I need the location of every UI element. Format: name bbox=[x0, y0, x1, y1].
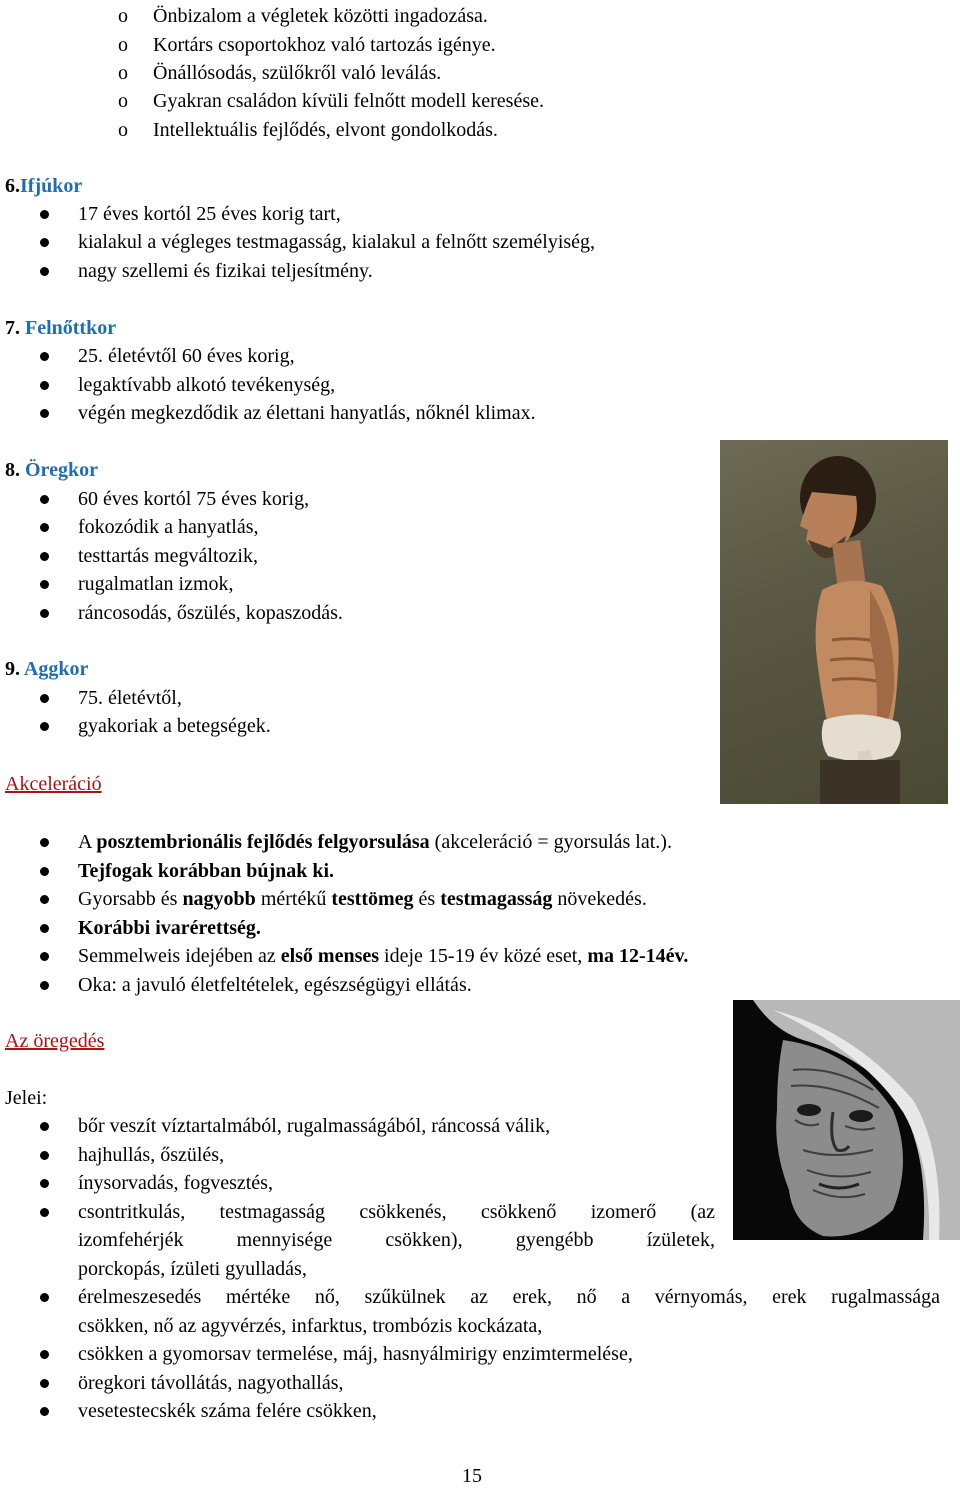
bullet-icon bbox=[40, 552, 49, 561]
aging-item: bőr veszít víztartalmából, rugalmasságából, ráncossá válik, bbox=[78, 1115, 551, 1137]
bullet-icon bbox=[40, 1122, 49, 1131]
bullet-icon bbox=[40, 210, 49, 219]
bullet-icon bbox=[40, 580, 49, 589]
bullet-icon bbox=[40, 523, 49, 532]
old-man-figure bbox=[720, 440, 948, 804]
list-item: kialakul a végleges testmagasság, kialakul a felnőtt személyiség, bbox=[78, 231, 596, 253]
aging-item: vesetestecskék száma felére csökken, bbox=[78, 1400, 377, 1422]
section-heading-oregkor: 8. Öregkor bbox=[5, 459, 98, 481]
list-marker: o bbox=[118, 119, 128, 141]
bullet-icon bbox=[40, 924, 49, 933]
aging-item: öregkori távollátás, nagyothallás, bbox=[78, 1372, 344, 1394]
aging-item-line: izomfehérjék mennyisége csökken), gyengébb ízületek, bbox=[78, 1229, 715, 1251]
accel-item: Semmelweis idejében az első menses ideje 15-19 év közé eset, ma 12-14év. bbox=[78, 945, 689, 967]
heading-akceleracio: Akceleráció bbox=[5, 773, 102, 795]
bullet-icon bbox=[40, 694, 49, 703]
page-number: 15 bbox=[462, 1465, 482, 1487]
bullet-icon bbox=[40, 838, 49, 847]
bullet-icon bbox=[40, 1407, 49, 1416]
intro-item: Önállósodás, szülőkről való leválás. bbox=[153, 62, 442, 84]
bullet-icon bbox=[40, 1350, 49, 1359]
bullet-icon bbox=[40, 895, 49, 904]
accel-item: Oka: a javuló életfeltételek, egészségügyi ellátás. bbox=[78, 974, 472, 996]
bullet-icon bbox=[40, 267, 49, 276]
list-item: 75. életévtől, bbox=[78, 687, 182, 709]
list-item: nagy szellemi és fizikai teljesítmény. bbox=[78, 260, 373, 282]
bullet-icon bbox=[40, 1293, 49, 1302]
section-heading-aggkor: 9. Aggkor bbox=[5, 658, 89, 680]
list-item: rugalmatlan izmok, bbox=[78, 573, 234, 595]
list-marker: o bbox=[118, 90, 128, 112]
bullet-icon bbox=[40, 981, 49, 990]
bullet-icon bbox=[40, 238, 49, 247]
list-item: végén megkezdődik az élettani hanyatlás, nőknél klimax. bbox=[78, 402, 536, 424]
aging-item-line: csökken, nő az agyvérzés, infarktus, trombózis kockázata, bbox=[78, 1315, 543, 1337]
accel-item: Korábbi ivarérettség. bbox=[78, 917, 261, 939]
aging-item: hajhullás, őszülés, bbox=[78, 1144, 225, 1166]
old-woman-face bbox=[733, 1000, 960, 1240]
list-marker: o bbox=[118, 62, 128, 84]
bullet-icon bbox=[40, 352, 49, 361]
aging-item-line: csontritkulás, testmagasság csökkenés, csökkenő izomerő (az bbox=[78, 1201, 715, 1223]
heading-az-oregedes: Az öregedés bbox=[5, 1030, 105, 1052]
aging-item-line: érelmeszesedés mértéke nő, szűkülnek az erek, nő a vérnyomás, erek rugalmassága bbox=[78, 1286, 940, 1308]
list-item: 25. életévtől 60 éves korig, bbox=[78, 345, 295, 367]
old-woman-photo bbox=[733, 1000, 960, 1240]
bullet-icon bbox=[40, 381, 49, 390]
aging-item: ínysorvadás, fogvesztés, bbox=[78, 1172, 273, 1194]
list-item: testtartás megváltozik, bbox=[78, 545, 258, 567]
bullet-icon bbox=[40, 409, 49, 418]
bullet-icon bbox=[40, 722, 49, 731]
list-item: 17 éves kortól 25 éves korig tart, bbox=[78, 203, 341, 225]
intro-item: Önbizalom a végletek közötti ingadozása. bbox=[153, 5, 488, 27]
old-man-painting bbox=[720, 440, 948, 804]
list-marker: o bbox=[118, 34, 128, 56]
accel-item: Tejfogak korábban bújnak ki. bbox=[78, 860, 335, 882]
bullet-icon bbox=[40, 1151, 49, 1160]
aging-item-line: porckopás, ízületi gyulladás, bbox=[78, 1258, 307, 1280]
intro-item: Kortárs csoportokhoz való tartozás igénye. bbox=[153, 34, 496, 56]
aging-item: csökken a gyomorsav termelése, máj, hasnyálmirigy enzimtermelése, bbox=[78, 1343, 633, 1365]
bullet-icon bbox=[40, 1208, 49, 1217]
intro-item: Gyakran családon kívüli felnőtt modell keresése. bbox=[153, 90, 544, 112]
accel-item: A posztembrionális fejlődés felgyorsulása (akceleráció = gyorsulás lat.). bbox=[78, 831, 672, 853]
signs-label: Jelei: bbox=[5, 1087, 48, 1109]
list-item: gyakoriak a betegségek. bbox=[78, 715, 271, 737]
section-heading-felnottkor: 7. Felnőttkor bbox=[5, 317, 117, 339]
bullet-icon bbox=[40, 867, 49, 876]
bullet-icon bbox=[40, 952, 49, 961]
bullet-icon bbox=[40, 495, 49, 504]
list-marker: o bbox=[118, 5, 128, 27]
list-item: 60 éves kortól 75 éves korig, bbox=[78, 488, 310, 510]
list-item: ráncosodás, őszülés, kopaszodás. bbox=[78, 602, 343, 624]
bullet-icon bbox=[40, 1179, 49, 1188]
list-item: fokozódik a hanyatlás, bbox=[78, 516, 259, 538]
bullet-icon bbox=[40, 1379, 49, 1388]
section-heading-ifjukor: 6.Ifjúkor bbox=[5, 175, 83, 197]
bullet-icon bbox=[40, 609, 49, 618]
intro-item: Intellektuális fejlődés, elvont gondolkodás. bbox=[153, 119, 498, 141]
accel-item: Gyorsabb és nagyobb mértékű testtömeg és testmagasság növekedés. bbox=[78, 888, 647, 910]
list-item: legaktívabb alkotó tevékenység, bbox=[78, 374, 336, 396]
